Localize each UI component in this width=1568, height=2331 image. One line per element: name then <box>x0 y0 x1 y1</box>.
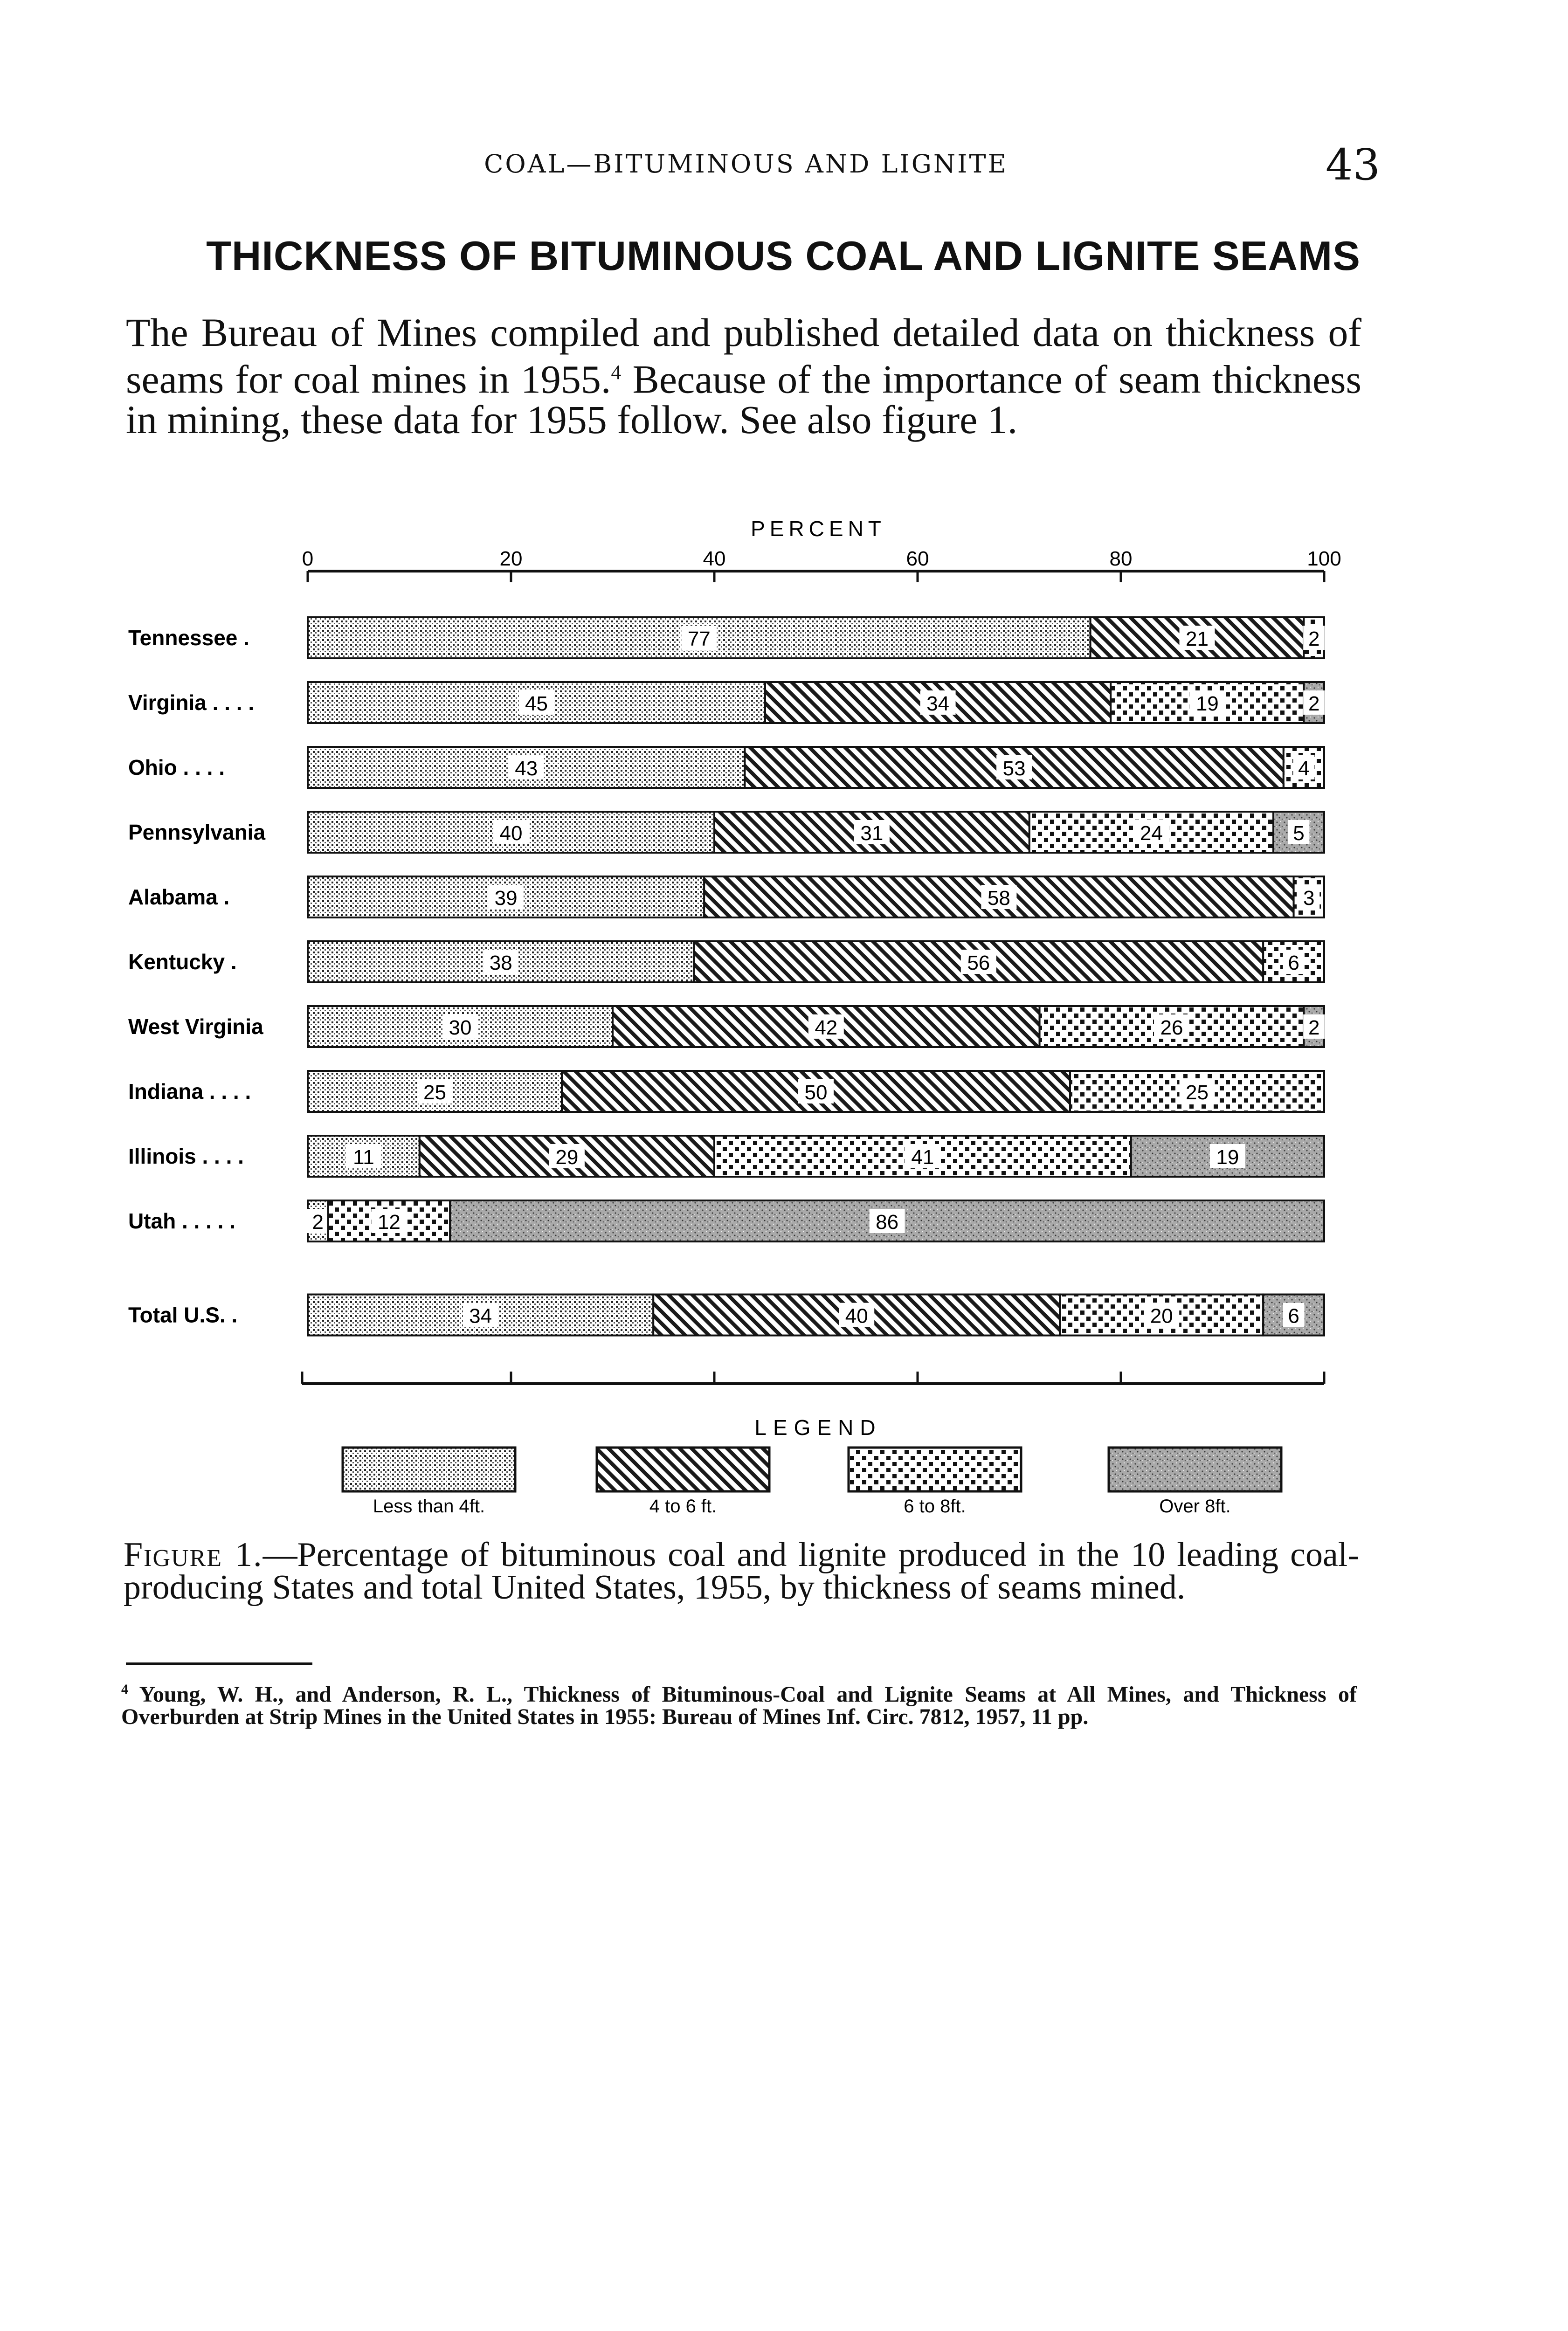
footnote-text: Young, W. H., and Anderson, R. L., Thickness of Bituminous-Coal and Lignite Seams at All Mines, and Thickness of Overburden at Strip Mines in the United States in 1955: Bureau of Mines Inf. Circ. 7812, 1957, 11 pp. <box>121 1682 1357 1729</box>
category-label: Illinois . . . . <box>128 1144 244 1168</box>
value-label: 25 <box>423 1081 446 1104</box>
legend-label: Less than 4ft. <box>373 1496 485 1517</box>
value-label: 24 <box>1140 822 1163 845</box>
value-label: 53 <box>1002 757 1026 780</box>
value-label: 6 <box>1288 1304 1299 1328</box>
category-label: Virginia . . . . <box>128 690 255 715</box>
value-label: 2 <box>1308 1016 1320 1039</box>
value-label: 77 <box>687 628 711 650</box>
value-label: 12 <box>377 1211 401 1234</box>
value-label: 5 <box>1293 822 1305 845</box>
value-label: 38 <box>489 952 512 974</box>
top-axis-tick-label: 60 <box>906 547 929 570</box>
footnote-number: 4 <box>121 1682 128 1697</box>
figure-caption <box>124 1536 1360 1607</box>
legend-label: Over 8ft. <box>1159 1496 1231 1517</box>
top-axis-tick-label: 80 <box>1109 547 1133 570</box>
legend-swatch <box>849 1448 1021 1491</box>
running-title: COAL—BITUMINOUS AND LIGNITE <box>484 149 1008 179</box>
footnote-rule <box>126 1662 312 1665</box>
top-axis-tick-label: 40 <box>703 547 726 570</box>
category-label: Ohio . . . . <box>128 755 225 779</box>
value-label: 50 <box>804 1081 828 1104</box>
value-label: 6 <box>1288 952 1299 974</box>
legend-swatch <box>1109 1448 1281 1491</box>
value-label: 43 <box>515 757 538 780</box>
value-label: 2 <box>312 1211 324 1234</box>
value-label: 42 <box>815 1016 838 1039</box>
category-label: Pennsylvania <box>128 820 266 844</box>
value-label: 45 <box>525 692 548 715</box>
value-label: 86 <box>876 1211 899 1234</box>
top-axis-tick-label: 100 <box>1307 547 1341 570</box>
value-label: 11 <box>353 1146 374 1169</box>
category-label: Utah . . . . . <box>128 1209 236 1233</box>
value-label: 34 <box>469 1304 492 1328</box>
category-label: Total U.S. . <box>128 1303 238 1327</box>
value-label: 4 <box>1298 757 1310 780</box>
category-label: Indiana . . . . <box>128 1079 251 1103</box>
page-number: 43 <box>1325 140 1380 190</box>
value-label: 21 <box>1186 628 1209 650</box>
value-label: 30 <box>449 1016 472 1039</box>
value-label: 26 <box>1160 1016 1183 1039</box>
top-axis-tick-label: 0 <box>302 547 314 570</box>
top-axis-tick-label: 20 <box>499 547 523 570</box>
category-label: Tennessee . <box>128 626 249 650</box>
value-label: 41 <box>911 1146 934 1169</box>
footnote-reference: 4 <box>611 361 622 384</box>
category-label: West Virginia <box>128 1014 263 1039</box>
figure-label: Figure 1. <box>124 1536 263 1574</box>
value-label: 40 <box>499 822 523 845</box>
value-label: 40 <box>845 1304 868 1328</box>
value-label: 39 <box>494 887 518 910</box>
value-label: 19 <box>1195 692 1219 715</box>
value-label: 2 <box>1308 628 1320 650</box>
legend-label: 4 to 6 ft. <box>649 1496 717 1517</box>
value-label: 34 <box>926 692 950 715</box>
legend-title: LEGEND <box>754 1415 882 1440</box>
category-label: Alabama . <box>128 885 230 909</box>
value-label: 58 <box>987 887 1010 910</box>
value-label: 19 <box>1216 1146 1239 1169</box>
figure-caption-text: —Percentage of bituminous coal and lignite produced in the 10 leading coal-producing States and total United States, 1955, by thickness of seams mined. <box>124 1536 1360 1607</box>
legend-swatch <box>343 1448 515 1491</box>
footnote <box>121 1678 1357 1728</box>
value-label: 29 <box>555 1146 579 1169</box>
value-label: 20 <box>1150 1304 1173 1328</box>
value-label: 2 <box>1308 692 1320 715</box>
category-label: Kentucky . <box>128 950 237 974</box>
axis-title: PERCENT <box>751 517 886 541</box>
value-label: 56 <box>967 952 990 974</box>
intro-text-2: Because of the importance of seam thickness in mining, these data for 1955 follow. See also figure 1. <box>126 357 1361 442</box>
legend-label: 6 to 8ft. <box>904 1496 966 1517</box>
value-label: 25 <box>1186 1081 1209 1104</box>
value-label: 3 <box>1303 887 1315 910</box>
intro-text-1: The Bureau of Mines compiled and published detailed data on thickness of seams for coal mines in 1955. <box>126 310 1361 402</box>
legend-swatch <box>597 1448 769 1491</box>
value-label: 31 <box>860 822 884 845</box>
section-title: THICKNESS OF BITUMINOUS COAL AND LIGNITE SEAMS <box>206 233 1361 279</box>
